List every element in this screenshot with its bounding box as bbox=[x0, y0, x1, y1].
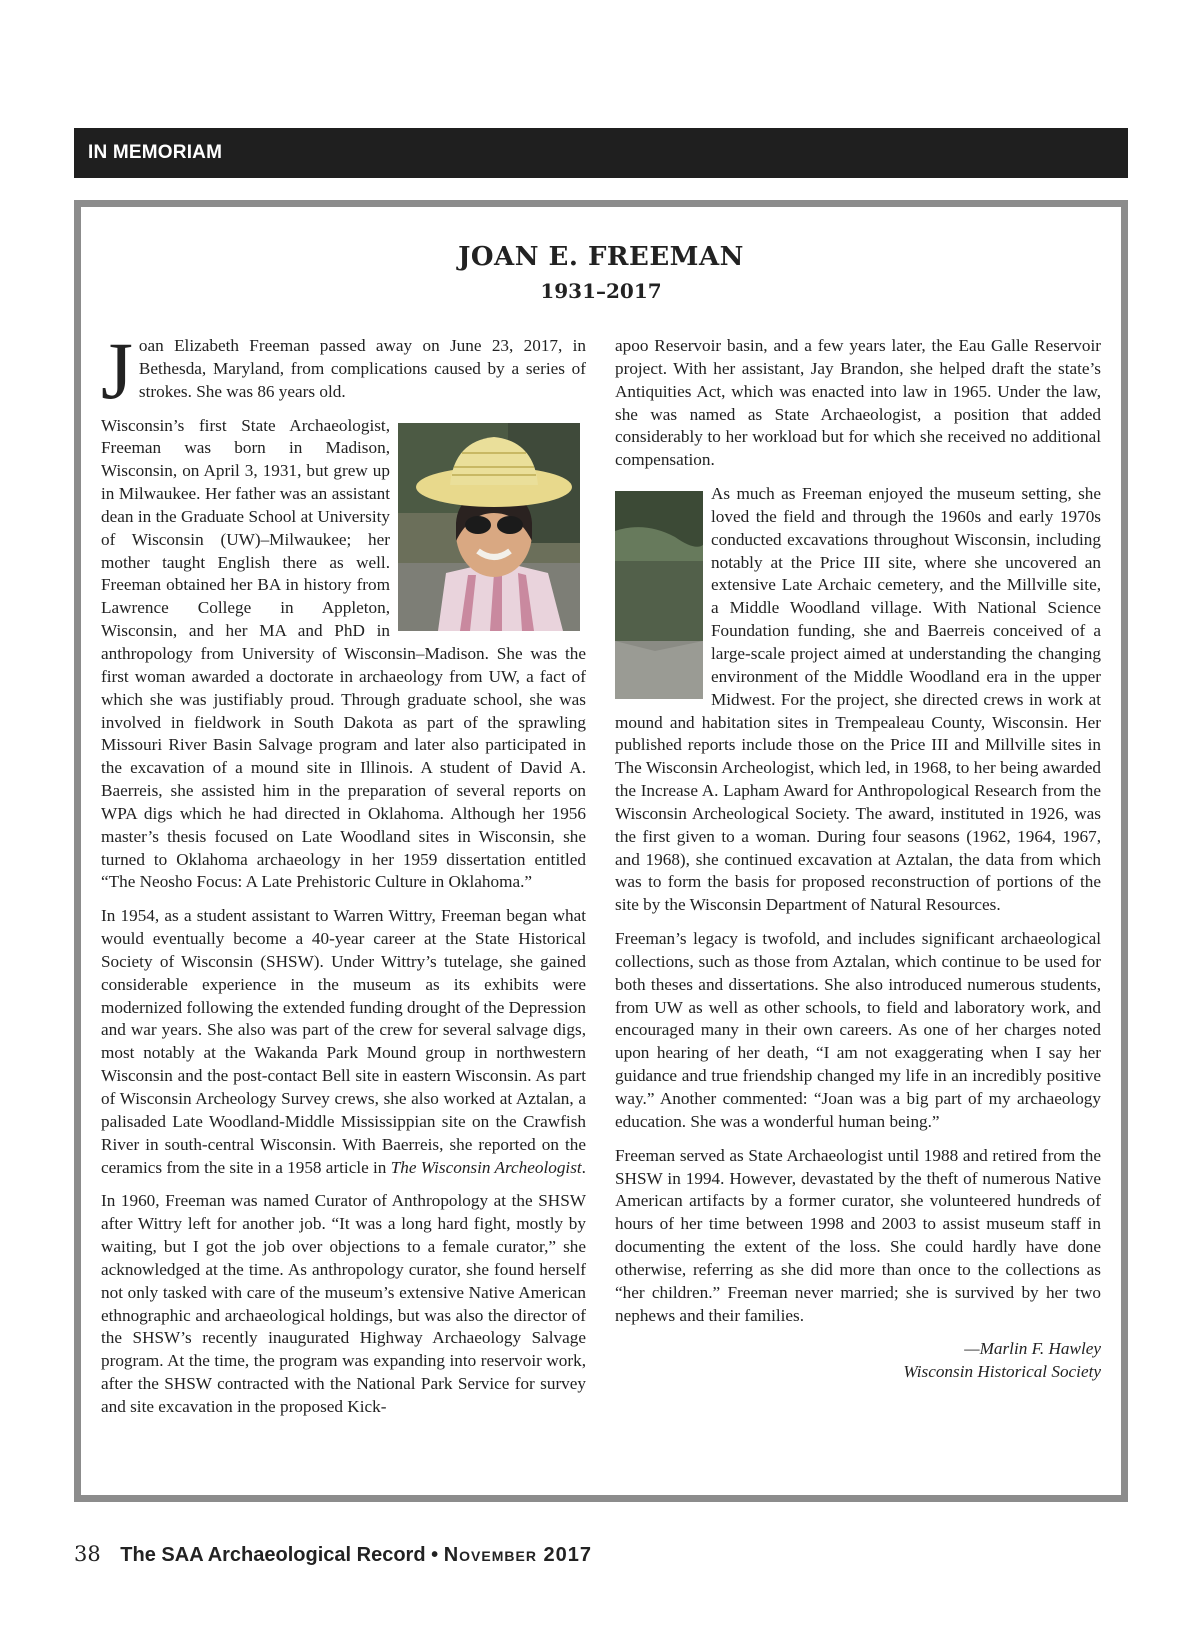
paragraph: As much as Freeman enjoyed the museum setting, she loved the field and through the 1960s and early 1970s conducted excavations throughout Wisconsin, including notably at the Price III site, where she uncovered an extensive Late Archaic cemetery, and the Millville site, a Middle Woodland village. With National Science Foundation funding, she and Baerreis conceived of a large-scale project aimed at understanding the changing environment of the Middle Woodland era in the upper Midwest. For the project, she directed crews in work at mound and habitation sites in Trempealeau County, Wisconsin. Her published reports include those on the Price III and Millville sites in The Wisconsin Archeologist, which led, in 1968, to her being awarded the Increase A. Lapham Award for Anthropological Research from the Wisconsin Archeological Society. The award, instituted in 1926, was the first given to a woman. During four seasons (1962, 1964, 1967, and 1968), she continued excavation at Aztalan, the data from which was to form the basis for proposed reconstruction of portions of the site by the Wisconsin Department of Natural Resources. bbox=[615, 484, 1101, 915]
right-column bbox=[615, 335, 1101, 1460]
publication-name: The SAA Archaeological Record bbox=[120, 1544, 426, 1566]
paragraph: Joan Elizabeth Freeman passed away on June 23, 2017, in Bethesda, Maryland, from complications caused by a series of strokes. She was 86 years old. bbox=[101, 335, 586, 416]
memoriam-frame bbox=[74, 200, 1128, 1502]
paragraph: In 1954, as a student assistant to Warren Wittry, Freeman began what would eventually become a 40-year career at the State Historical Society of Wisconsin (SHSW). Under Wittry’s tutelage, she gained considerable experience in the museum as its exhibits were modernized following the extended funding drought of the Depression and war years. She also was part of the crew for several salvage digs, most notably at the Wakanda Park Mound group in northwestern Wisconsin and the post-contact Bell site in eastern Wisconsin. As part of Wisconsin Archeology Survey crews, she also worked at Aztalan, a palisaded Late Woodland-Middle Mississippian site on the Crawfish River in south-central Wisconsin. With Baerreis, she reported on the ceramics from the site in a 1958 article in The Wisconsin Archeologist. bbox=[101, 906, 586, 1177]
signature bbox=[615, 1338, 1101, 1384]
footer-separator: • bbox=[431, 1544, 439, 1566]
page-number: 38 bbox=[74, 1542, 101, 1566]
signature-affiliation: Wisconsin Historical Society bbox=[903, 1362, 1101, 1382]
page-footer bbox=[74, 1542, 592, 1567]
journal-title: The Wisconsin Archeologist bbox=[390, 1157, 582, 1177]
signature-author: —Marlin F. Hawley bbox=[964, 1339, 1101, 1359]
section-banner bbox=[74, 128, 1128, 178]
section-label: IN MEMORIAM bbox=[88, 142, 223, 163]
paragraph: apoo Reservoir basin, and a few years later, the Eau Galle Reservoir project. With her assistant, Jay Brandon, she helped draft the state’s Antiquities Act, which was enacted into law in 1965. Under the law, she was named as State Archaeologist, a position that added considerably to her workload but for which she received no additional compensation. bbox=[615, 336, 1101, 470]
drop-cap: J bbox=[101, 335, 133, 416]
left-column bbox=[101, 335, 586, 1460]
portrait-photo-continuation bbox=[615, 491, 703, 699]
article-title: JOAN E. FREEMAN bbox=[458, 242, 744, 272]
paragraph: Freeman’s legacy is twofold, and includes significant archaeological collections, such as those from Aztalan, which continue to be used for both theses and dissertations. She also introduced numerous students, from UW as well as other schools, to field and laboratory work, and encouraged many in their own careers. As one of her charges noted upon hearing of her death, “I am not exaggerating when I say her guidance and true friendship changed my life in an incredibly positive way.” Another commented: “Joan was a big part of my archaeology education. She was a wonderful human being.” bbox=[615, 929, 1101, 1131]
article-years: 1931–2017 bbox=[540, 279, 662, 303]
issue-date: November 2017 bbox=[443, 1544, 592, 1566]
paragraph: In 1960, Freeman was named Curator of Anthropology at the SHSW after Wittry left for another job. “It was a long hard fight, mostly by waiting, but I got the job over objections to a female curator,” she acknowledged at the time. As anthropology curator, she found herself not only tasked with care of the museum’s extensive Native American ethnographic and archaeological holdings, but was also the director of the SHSW’s recently inaugurated Highway Archaeology Salvage program. At the time, the program was expanding into reservoir work, after the SHSW contracted with the National Park Service for survey and site excavation in the proposed Kick- bbox=[101, 1191, 586, 1416]
paragraph: Freeman served as State Archaeologist until 1988 and retired from the SHSW in 1994. However, devastated by the theft of numerous Native American artifacts by a former curator, she volunteered hundreds of hours of her time between 1998 and 2003 to assist museum staff in documenting the extent of the loss. She could hardly have done otherwise, referring as she did more than once to the collections as “her children.” Freeman never married; she is survived by her two nephews and their families. bbox=[615, 1145, 1101, 1325]
paragraph: Wisconsin’s first State Archaeologist, Freeman was born in Madison, Wisconsin, on April 3, 1931, but grew up in Milwaukee. Her father was an assistant dean in the Graduate School at University of Wisconsin (UW)–Milwaukee; her mother taught English there as well. Freeman obtained her BA in history from Lawrence College in Appleton, Wisconsin, and her MA and PhD in anthropology from University of Wisconsin–Madison. She was the first woman awarded a doctorate in archaeology from UW, a fact of which she was justifiably proud. Through graduate school, she was involved in fieldwork in South Dakota as part of the sprawling Missouri River Basin Salvage program and later also participated in the excavation of a mound site in Illinois. A student of David A. Baerreis, she assisted him in the preparation of several reports on WPA digs which he had directed in Oklahoma. Although her 1956 master’s thesis focused on Late Woodland sites in Wisconsin, she turned to Oklahoma archaeology in her 1959 dissertation entitled “The Neosho Focus: A Late Prehistoric Culture in Oklahoma.” bbox=[101, 415, 586, 892]
portrait-photo-icon bbox=[398, 423, 580, 631]
